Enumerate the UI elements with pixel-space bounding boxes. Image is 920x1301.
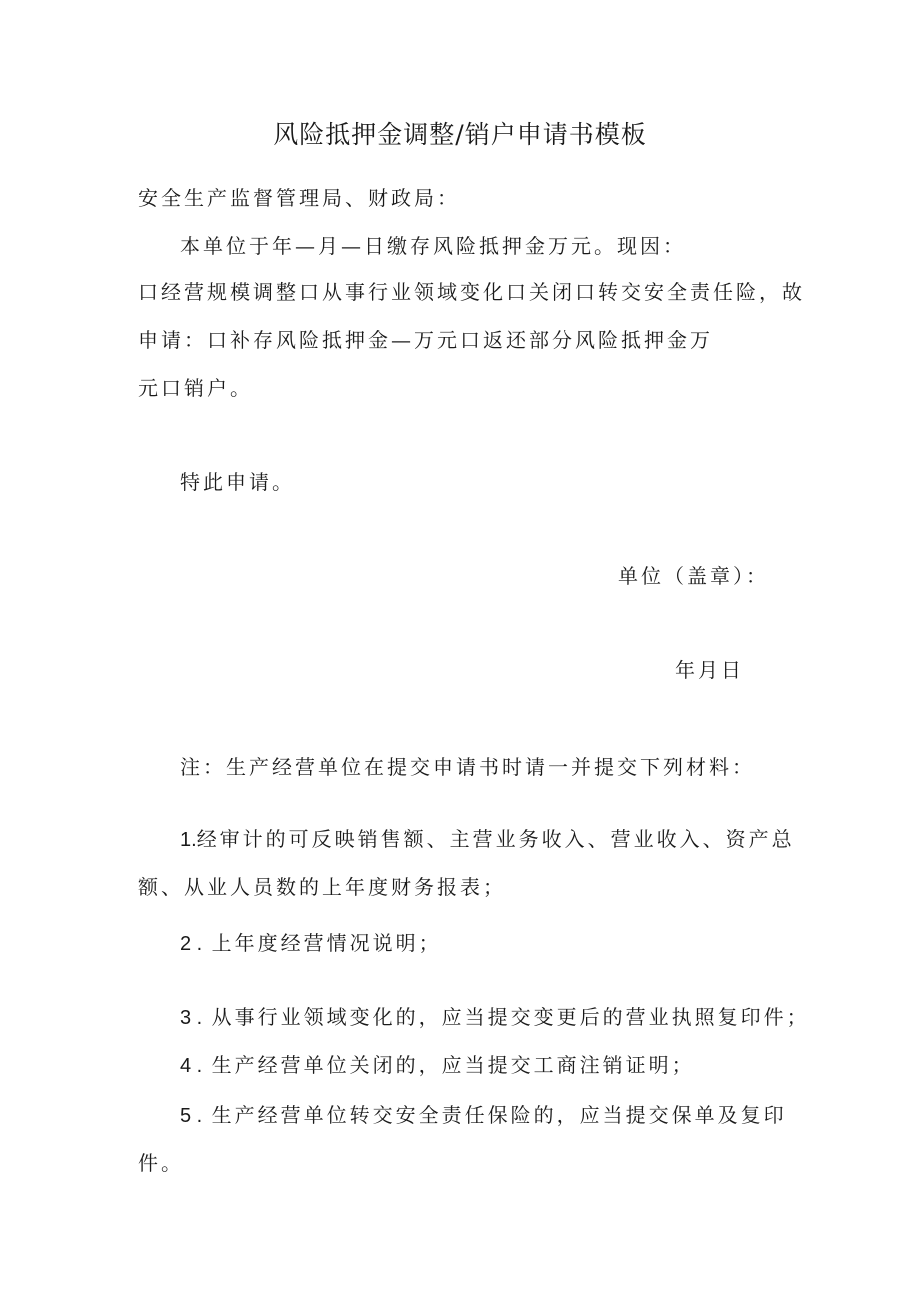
list-item-continuation: 额、从业人员数的上年度财务报表； bbox=[138, 875, 506, 899]
item-text: 生产经营单位关闭的，应当提交工商注销证明； bbox=[211, 1053, 695, 1077]
signature-label: 单位（盖章）： bbox=[618, 564, 769, 588]
closing-text: 特此申请。 bbox=[180, 470, 295, 494]
body-line-1: 本单位于年—月—日缴存风险抵押金万元。现因： bbox=[180, 234, 686, 258]
body-line-4: 元口销户。 bbox=[138, 376, 253, 400]
item-text: 从事行业领域变化的，应当提交变更后的营业执照复印件； bbox=[211, 1005, 810, 1029]
date-label: 年月日 bbox=[675, 658, 744, 682]
list-item bbox=[180, 929, 442, 958]
item-number: 5 . bbox=[180, 1105, 203, 1127]
item-text: 生产经营单位转交安全责任保险的，应当提交保单及复印 bbox=[211, 1103, 787, 1127]
list-item-continuation: 件。 bbox=[138, 1151, 184, 1175]
item-number: 3 . bbox=[180, 1007, 203, 1029]
document-title: 风险抵押金调整/销户申请书模板 bbox=[273, 120, 647, 149]
note-intro: 注：生产经营单位在提交申请书时请一并提交下列材料： bbox=[180, 755, 755, 779]
addressee: 安全生产监督管理局、财政局： bbox=[138, 186, 460, 210]
body-line-2: 口经营规模调整口从事行业领域变化口关闭口转交安全责任险，故 bbox=[138, 280, 805, 304]
item-text: 经审计的可反映销售额、主营业务收入、营业收入、资产总 bbox=[196, 827, 795, 851]
list-item bbox=[180, 1003, 810, 1032]
list-item bbox=[180, 1101, 787, 1130]
list-item bbox=[180, 825, 795, 854]
list-item bbox=[180, 1051, 695, 1080]
item-number: 1. bbox=[180, 829, 197, 851]
item-number: 4 . bbox=[180, 1055, 203, 1077]
item-text: 上年度经营情况说明； bbox=[211, 931, 442, 955]
item-number: 2 . bbox=[180, 933, 203, 955]
body-line-3: 申请：口补存风险抵押金—万元口返还部分风险抵押金万 bbox=[138, 328, 713, 352]
